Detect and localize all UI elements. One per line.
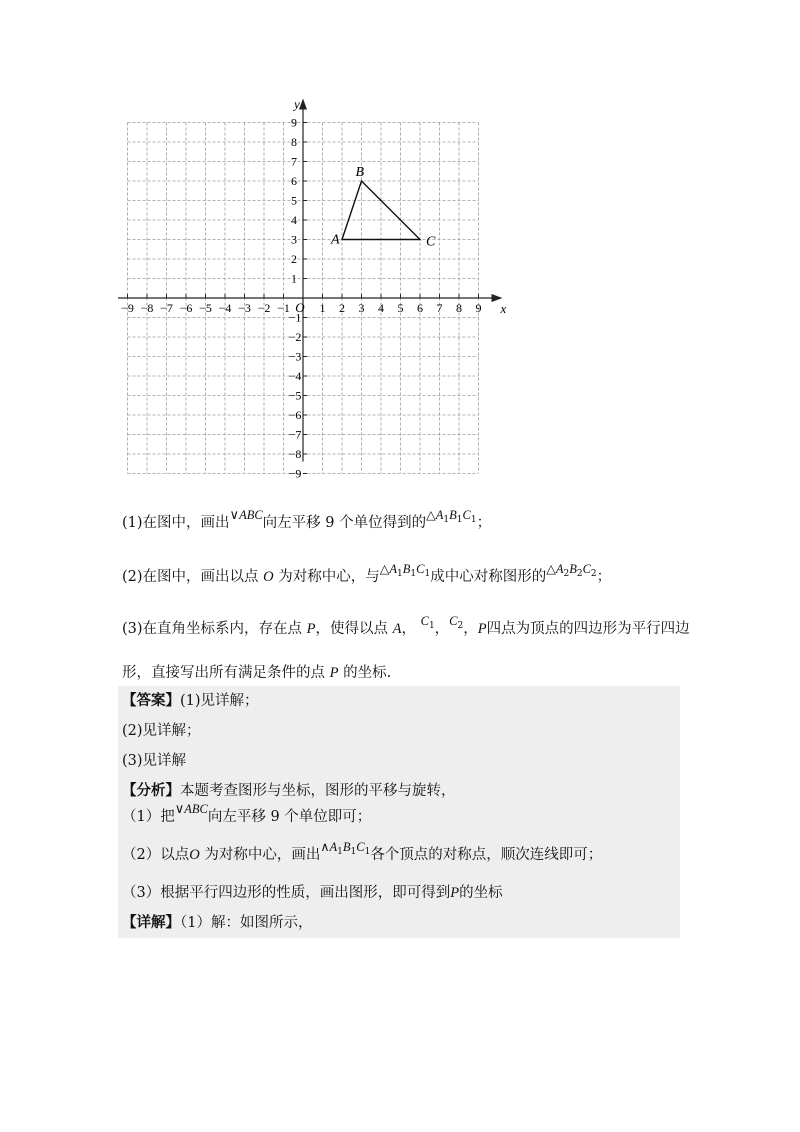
x-axis-label: x: [500, 301, 507, 316]
y-tick-label: −2: [288, 330, 302, 344]
x-tick-label: 6: [417, 301, 423, 315]
x-tick-label: −5: [199, 301, 212, 315]
y-tick-label: 6: [291, 174, 297, 188]
x-tick-label: 2: [339, 301, 345, 315]
y-tick-label: −9: [288, 466, 302, 481]
origin-label: O: [295, 300, 305, 315]
y-tick-label: 9: [291, 115, 297, 130]
y-tick-label: 3: [291, 232, 297, 247]
vertex-label-a: A: [331, 232, 340, 248]
triangle-symbol: ∧: [320, 839, 330, 854]
y-tick-label: 4: [291, 213, 297, 227]
x-tick-label: 1: [319, 301, 326, 315]
x-tick-label: −6: [179, 301, 193, 315]
y-tick-label: −6: [288, 408, 302, 422]
analysis-line: （1）把∨ABC向左平移 9 个单位即可；: [122, 802, 372, 825]
y-tick-label: 1: [291, 271, 297, 286]
y-axis-label: y: [294, 96, 300, 112]
x-tick-label: 5: [397, 301, 404, 315]
y-tick-label: 2: [291, 252, 297, 266]
y-tick-label: −7: [288, 427, 302, 442]
answer-line: (2)见详解；: [122, 723, 201, 739]
x-tick-label: −3: [238, 301, 251, 315]
x-tick-label: −7: [160, 301, 173, 315]
vertex-label-c: C: [426, 234, 436, 250]
x-tick-label: 9: [475, 301, 482, 315]
question-1: (1)在图中，画出∨ABC向左平移 9 个单位得到的$\triangle A_1B_1C_1$；: [122, 507, 492, 531]
x-tick-label: 8: [456, 301, 462, 315]
y-axis-arrow-icon: [299, 99, 307, 110]
y-tick-label: 7: [291, 154, 297, 169]
y-tick-label: 5: [291, 193, 297, 208]
question-3-continued: 形，直接写出所有满足条件的点 P 的坐标.: [122, 665, 392, 681]
analysis-line: 【分析】本题考查图形与坐标，图形的平移与旋转，: [122, 782, 456, 799]
analysis-line: （3）根据平行四边形的性质，画出图形，即可得到P的坐标: [122, 885, 503, 901]
x-tick-label: −9: [121, 301, 134, 315]
y-tick-label: −1: [288, 310, 302, 325]
x-tick-label: 3: [358, 301, 365, 315]
triangle-symbol: △: [546, 561, 556, 576]
triangle-symbol: △: [379, 561, 390, 576]
y-tick-label: −4: [288, 369, 302, 383]
x-tick-label: −2: [257, 301, 271, 315]
x-tick-label: 4: [378, 301, 384, 315]
answer-line: 【答案】(1)见详解；: [122, 692, 259, 709]
x-tick-label: 7: [436, 301, 443, 315]
answer-line: (3)见详解: [122, 753, 187, 769]
x-tick-label: −8: [140, 301, 154, 315]
y-tick-label: −8: [288, 447, 302, 461]
analysis-line: （2）以点O 为对称中心，画出$\wedge A_1B_1C_1$各个顶点的对称点，顺次连线即可；: [122, 839, 603, 863]
coordinate-plane: [118, 92, 518, 492]
question-3: (3)在直角坐标系内，存在点 P，使得以点 A， $C_1$，$C_2$，P四点为顶点的四边形为平行四边: [122, 614, 690, 637]
triangle-symbol: ∨: [174, 802, 185, 817]
question-2: (2)在图中，画出以点 O 为对称中心，与$\triangle A_1B_1C_1$成中心对称图形的$\triangle A_2B_2C_2$；: [122, 561, 612, 585]
x-tick-label: −4: [218, 301, 232, 315]
y-tick-label: −3: [288, 349, 302, 364]
triangle-symbol: △: [426, 507, 436, 522]
y-tick-label: −5: [288, 388, 302, 403]
triangle-symbol: ∨: [229, 508, 240, 523]
x-tick-label: −1: [277, 301, 290, 315]
y-tick-label: 8: [291, 135, 297, 149]
vertex-label-b: B: [355, 165, 365, 180]
detail-line: 【详解】（1）解：如图所示，: [122, 914, 313, 931]
